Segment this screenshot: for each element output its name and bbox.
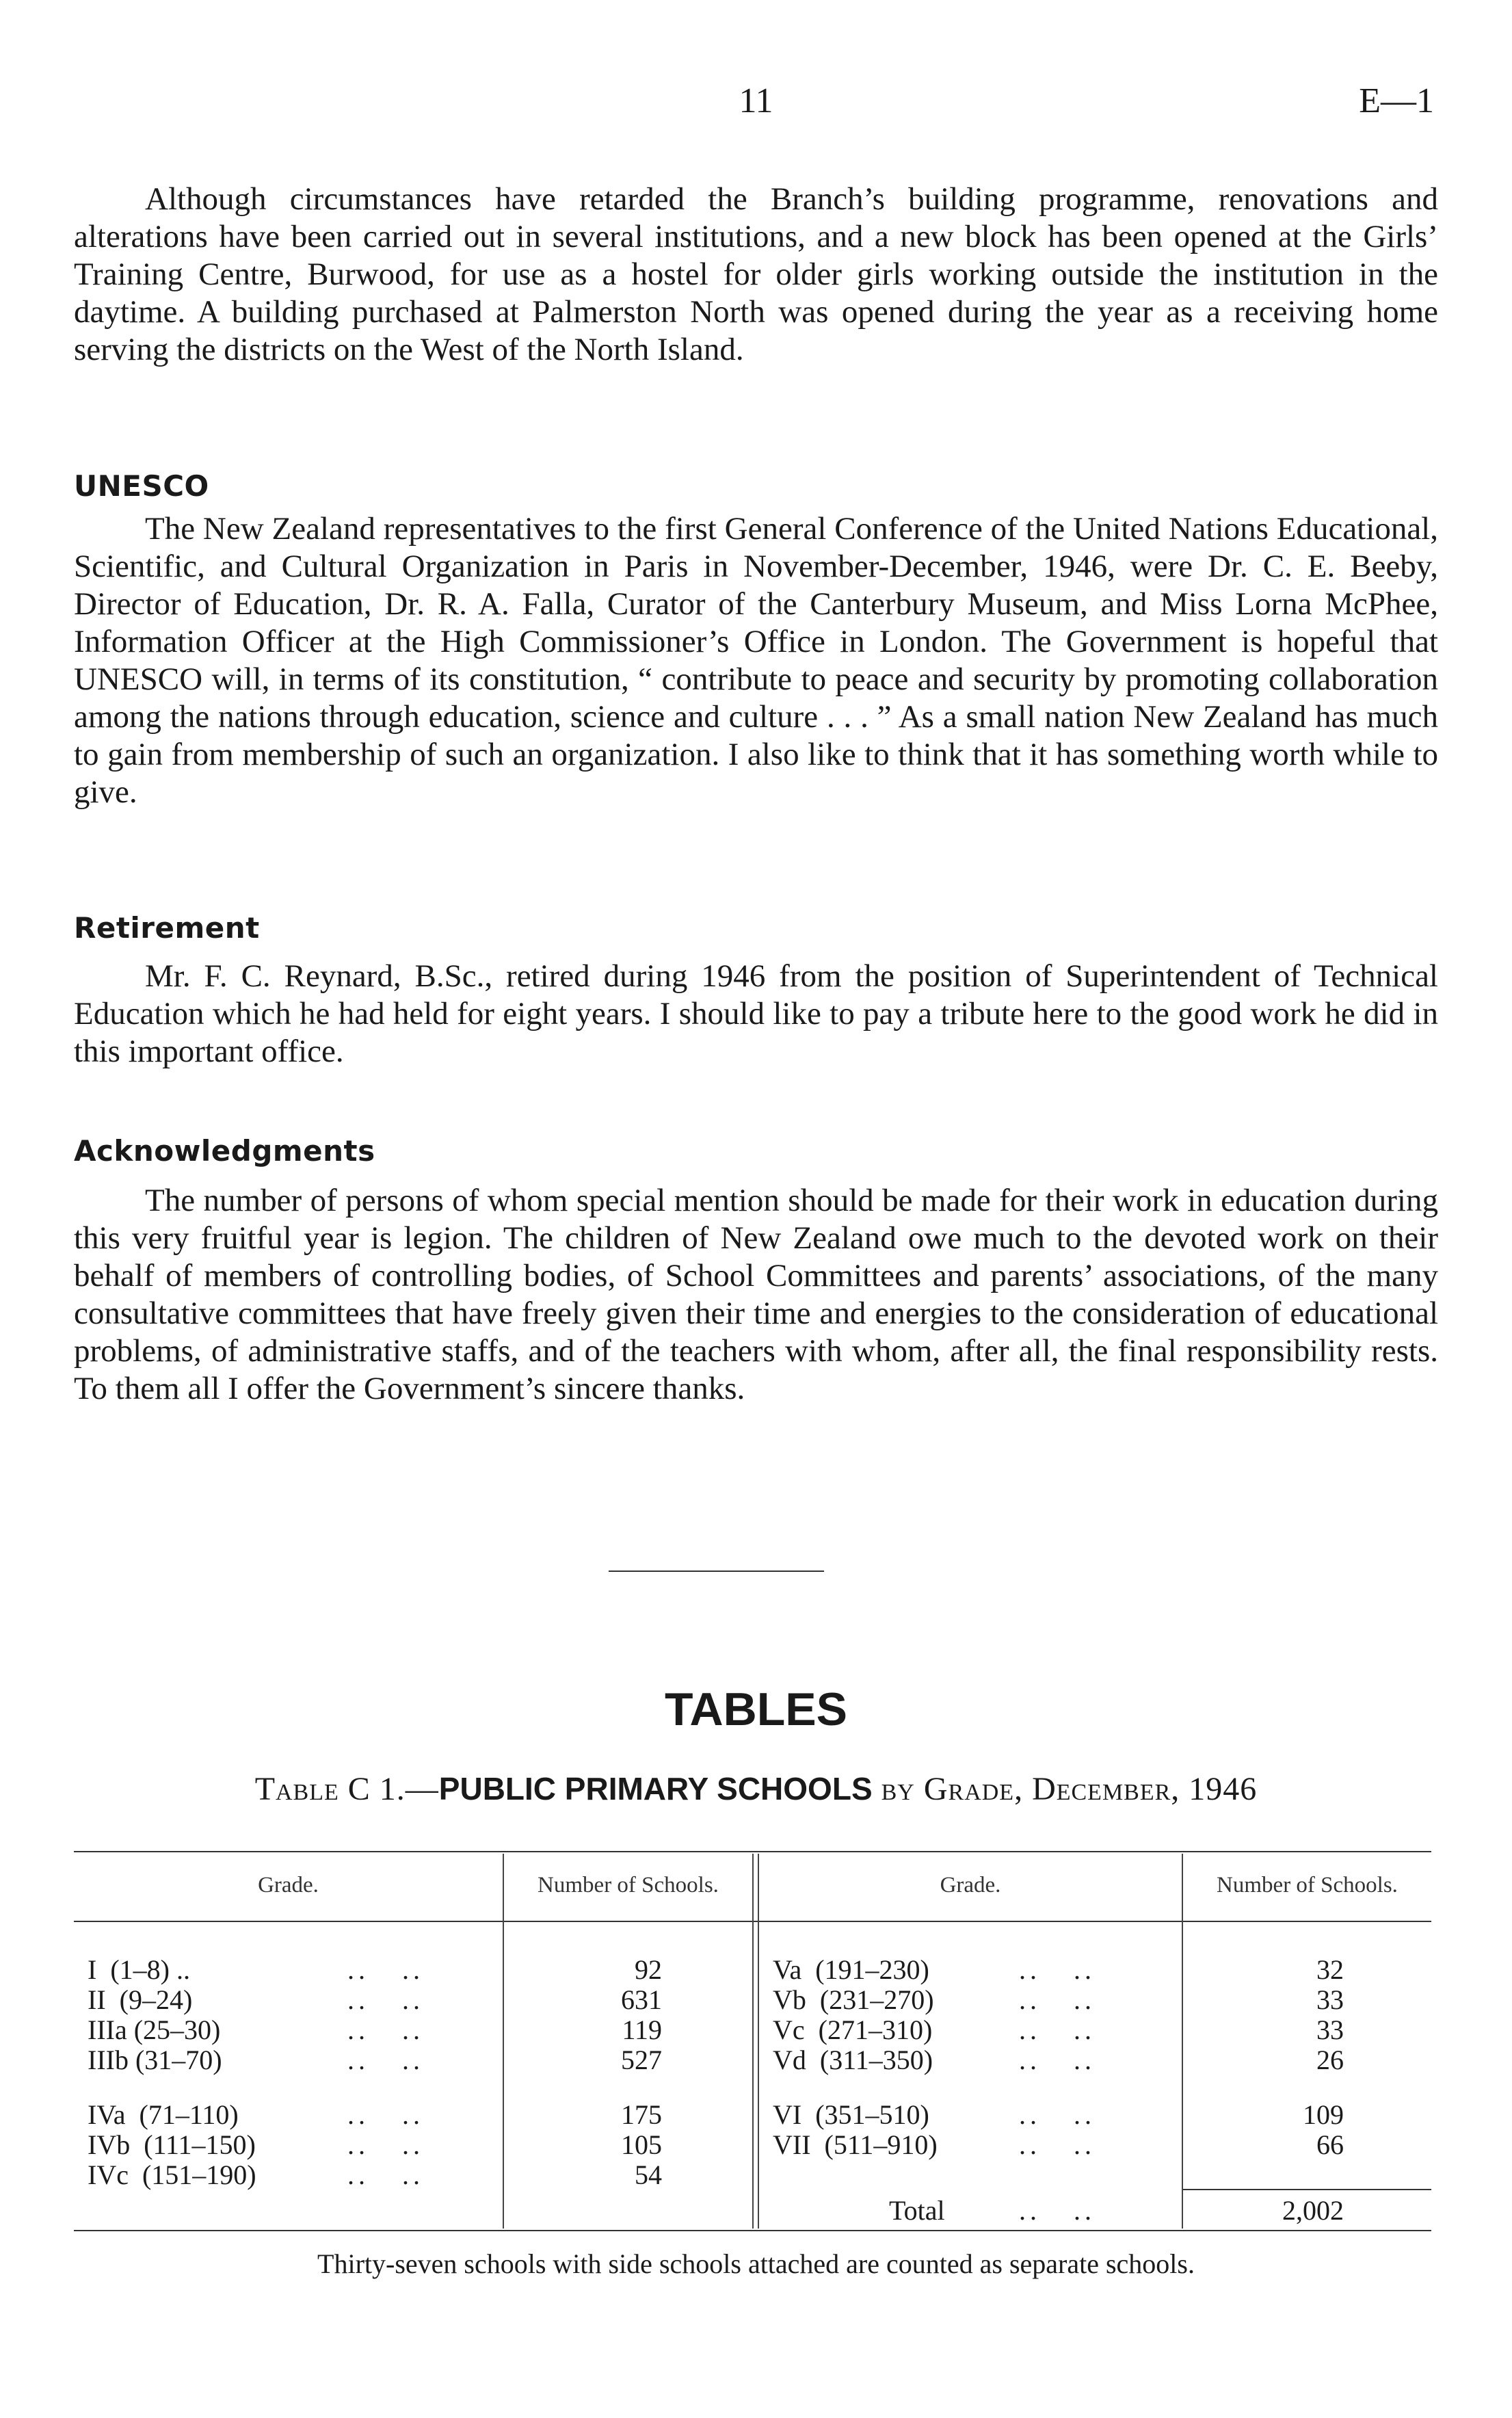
grade-label: IVa (71–110) <box>88 2099 239 2130</box>
section-heading-unesco: UNESCO <box>74 469 209 503</box>
leader-dots: .. .. <box>347 1984 424 2015</box>
leader-dots: .. .. <box>347 2045 424 2075</box>
leader-dots: .. .. <box>1019 2129 1096 2160</box>
grade-label: VI (351–510) <box>773 2099 929 2130</box>
total-value: 2,002 <box>1282 2195 1344 2226</box>
table-col-divider-2b <box>758 1854 759 2229</box>
total-label: Total <box>889 2195 945 2226</box>
col-header-grade-right: Grade. <box>940 1873 1001 1897</box>
leader-dots: .. .. <box>1019 2014 1096 2045</box>
grade-label: Vc (271–310) <box>773 2014 933 2045</box>
school-count: 33 <box>1316 1984 1344 2015</box>
intro-paragraph: Although circumstances have retarded the Branch’s building programme, renovations and alterations have been carried out in several institutions, and a new block has been opened at the Girls’ Training Centre, Burwood, for use as a hostel for older girls working outside the institution in the daytime. A building purchased at Palmerston North was opened during the year as a receiving home serving the districts on the West of the North Island. <box>74 181 1438 367</box>
table-title-prefix: Table C 1.— <box>254 1771 439 1807</box>
grade-label: IIIa (25–30) <box>88 2014 221 2045</box>
table-col-divider-2a <box>752 1854 754 2229</box>
grade-label: VII (511–910) <box>773 2129 938 2160</box>
leader-dots: .. .. <box>347 2099 424 2130</box>
section-heading-acknowledgments: Acknowledgments <box>74 1134 375 1168</box>
leader-dots: .. .. <box>1019 1954 1096 1985</box>
acknowledgments-paragraph-block <box>74 1182 1438 1408</box>
table-row <box>773 2015 1344 2045</box>
grade-label: Vd (311–350) <box>773 2045 933 2075</box>
table-top-rule <box>74 1851 1431 1852</box>
leader-dots: .. .. <box>1019 2045 1096 2075</box>
table-row <box>88 2130 662 2160</box>
school-count: 92 <box>635 1954 662 1985</box>
table-row <box>88 2100 662 2130</box>
school-count: 109 <box>1303 2099 1344 2130</box>
table-footnote: Thirty-seven schools with side schools attached are counted as separate schools. <box>317 2248 1195 2279</box>
grade-label: Vb (231–270) <box>773 1984 934 2015</box>
col-header-number-left: Number of Schools. <box>538 1873 719 1897</box>
page-number: 11 <box>739 81 773 120</box>
grade-label: I (1–8) .. <box>88 1954 190 1985</box>
leader-dots: .. .. <box>347 1954 424 1985</box>
table-row <box>88 1955 662 1985</box>
leader-dots: .. .. <box>1019 2195 1096 2226</box>
leader-dots: .. .. <box>1019 2099 1096 2130</box>
grade-label: IVb (111–150) <box>88 2129 256 2160</box>
table-bottom-rule <box>74 2230 1431 2231</box>
table-row <box>773 2045 1344 2075</box>
school-count: 54 <box>635 2159 662 2190</box>
school-count: 26 <box>1316 2045 1344 2075</box>
school-count: 527 <box>621 2045 662 2075</box>
table-row <box>88 2160 662 2190</box>
school-count: 119 <box>622 2014 662 2045</box>
school-count: 631 <box>621 1984 662 2015</box>
school-count: 32 <box>1316 1954 1344 1985</box>
unesco-paragraph: The New Zealand representatives to the first General Conference of the United Nations Educational, Scientific, and Cultural Organization in Paris in November-December, 1946, were Dr. C. E. Beeby, Director of Education, Dr. R. A. Falla, Curator of the Canterbury Museum, and Miss Lorna McPhee, Information Officer at the High Commissioner’s Office in London. The Government is hopeful that UNESCO will, in terms of its constitution, “ contribute to peace and security by promoting collaboration among the nations through education, science and culture . . . ” As a small nation New Zealand has much to gain from membership of such an organization. I also like to think that it has something worth while to give. <box>74 511 1438 810</box>
table-row <box>773 2100 1344 2130</box>
retirement-paragraph: Mr. F. C. Reynard, B.Sc., retired during 1946 from the position of Superintendent of Technical Education which he had held for eight years. I should like to pay a tribute here to the good work he did in this important office. <box>74 958 1438 1069</box>
running-header <box>75 81 1437 129</box>
col-header-number-right: Number of Schools. <box>1217 1873 1398 1897</box>
grade-label: II (9–24) <box>88 1984 193 2015</box>
retirement-paragraph-block <box>74 958 1438 1070</box>
grade-label: IVc (151–190) <box>88 2159 256 2190</box>
intro-paragraph-block <box>74 181 1438 369</box>
table-title-main: PUBLIC PRIMARY SCHOOLS <box>438 1771 873 1806</box>
table-title <box>0 1770 1512 1808</box>
school-count: 175 <box>621 2099 662 2130</box>
school-count: 105 <box>621 2129 662 2160</box>
leader-dots: .. .. <box>347 2014 424 2045</box>
table-row <box>88 1985 662 2015</box>
document-code: E—1 <box>1359 81 1434 120</box>
acknowledgments-paragraph: The number of persons of whom special mention should be made for their work in education during this very fruitful year is legion. The children of New Zealand owe much to the devoted work on their behalf of members of controlling bodies, of School Committees and parents’ associations, of the many consultative committees that have freely given their time and energies to the consideration of educational problems, of administrative staffs, and of the teachers with whom, after all, the final responsibility rests. To them all I offer the Government’s sincere thanks. <box>74 1183 1438 1406</box>
table-row <box>88 2045 662 2075</box>
table-row <box>88 2015 662 2045</box>
section-heading-retirement: Retirement <box>74 911 260 945</box>
col-header-grade-left: Grade. <box>258 1873 319 1897</box>
unesco-paragraph-block <box>74 510 1438 811</box>
table-row <box>773 1985 1344 2015</box>
total-row <box>773 2196 1344 2226</box>
total-rule <box>1183 2189 1431 2190</box>
leader-dots: .. .. <box>347 2159 424 2190</box>
school-count: 33 <box>1316 2014 1344 2045</box>
tables-heading: TABLES <box>665 1683 847 1735</box>
leader-dots: .. .. <box>1019 1984 1096 2015</box>
table-title-suffix: by Grade, December, 1946 <box>872 1771 1258 1807</box>
table-row <box>773 2130 1344 2160</box>
section-divider <box>609 1571 824 1572</box>
leader-dots: .. .. <box>347 2129 424 2160</box>
grade-label: IIIb (31–70) <box>88 2045 222 2075</box>
grade-label: Va (191–230) <box>773 1954 929 1985</box>
school-count: 66 <box>1316 2129 1344 2160</box>
table-row <box>773 1955 1344 1985</box>
